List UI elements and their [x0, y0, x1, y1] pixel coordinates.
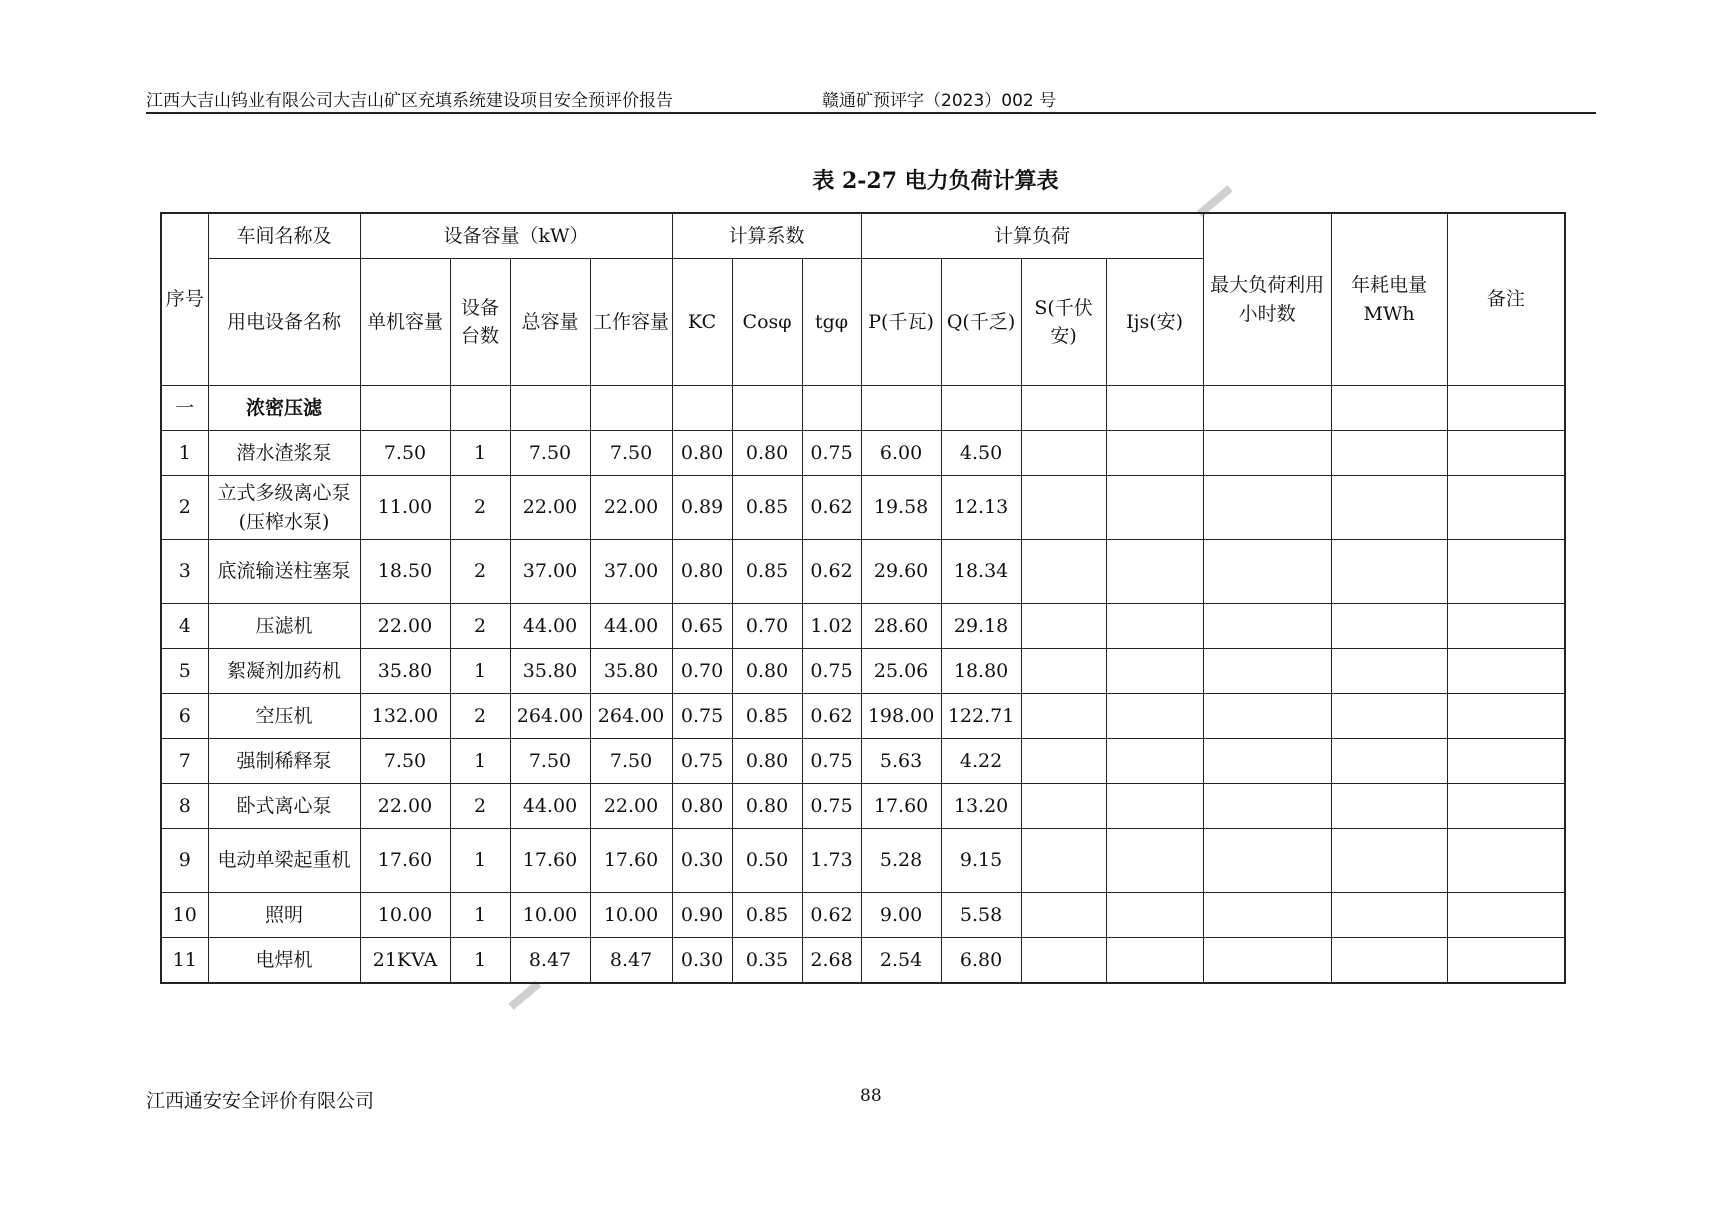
cell-count: 1	[450, 829, 510, 893]
section-name: 浓密压滤	[208, 386, 360, 431]
cell-seq: 7	[161, 739, 208, 784]
cell-empty	[1021, 476, 1106, 540]
cell-empty	[1203, 476, 1331, 540]
cell-p: 5.63	[861, 739, 941, 784]
cell-empty	[1447, 540, 1565, 604]
cell-seq: 5	[161, 649, 208, 694]
cell-empty	[1331, 694, 1447, 739]
cell-kc: 0.80	[672, 540, 732, 604]
cell-empty	[1106, 694, 1203, 739]
cell-name: 电动单梁起重机	[208, 829, 360, 893]
cell-tg: 0.62	[802, 893, 861, 938]
cell-tg: 2.68	[802, 938, 861, 984]
cell-empty	[1106, 476, 1203, 540]
header-workshop: 车间名称及	[208, 213, 360, 259]
cell-work: 17.60	[590, 829, 672, 893]
header-row-1	[161, 213, 1565, 259]
footer-company: 江西通安安全评价有限公司	[146, 1090, 375, 1112]
cell-empty	[1331, 476, 1447, 540]
cell-count: 1	[450, 893, 510, 938]
cell-kc: 0.30	[672, 829, 732, 893]
cell-seq: 10	[161, 893, 208, 938]
cell-name: 强制稀释泵	[208, 739, 360, 784]
cell-tg: 0.62	[802, 476, 861, 540]
cell-kc: 0.75	[672, 739, 732, 784]
header-annual-energy: 年耗电量MWh	[1331, 213, 1447, 386]
cell-unit: 10.00	[360, 893, 450, 938]
cell-q: 122.71	[941, 694, 1021, 739]
cell-count: 1	[450, 938, 510, 984]
cell-p: 28.60	[861, 604, 941, 649]
cell-name: 电焊机	[208, 938, 360, 984]
cell-empty	[1203, 540, 1331, 604]
cell-work: 44.00	[590, 604, 672, 649]
cell-q: 5.58	[941, 893, 1021, 938]
cell-empty	[1021, 431, 1106, 476]
header-report-number: 赣通矿预评字（2023）002 号	[822, 91, 1057, 111]
header-p: P(千瓦)	[861, 259, 941, 386]
cell-empty	[1331, 431, 1447, 476]
table-row	[161, 431, 1565, 476]
cell-empty	[1021, 540, 1106, 604]
cell-total: 37.00	[510, 540, 590, 604]
cell-empty	[1021, 893, 1106, 938]
cell-total: 8.47	[510, 938, 590, 984]
table-row	[161, 604, 1565, 649]
cell-empty	[1447, 829, 1565, 893]
cell-tg: 0.62	[802, 694, 861, 739]
cell-total: 17.60	[510, 829, 590, 893]
cell-empty	[1447, 649, 1565, 694]
cell-tg: 0.62	[802, 540, 861, 604]
cell-empty	[1106, 431, 1203, 476]
cell-cos: 0.80	[732, 649, 802, 694]
cell-count: 1	[450, 431, 510, 476]
cell-empty	[1203, 784, 1331, 829]
cell-unit: 17.60	[360, 829, 450, 893]
cell-tg: 1.73	[802, 829, 861, 893]
cell-seq: 2	[161, 476, 208, 540]
cell-unit: 35.80	[360, 649, 450, 694]
cell-work: 7.50	[590, 431, 672, 476]
cell-work: 7.50	[590, 739, 672, 784]
cell-q: 13.20	[941, 784, 1021, 829]
header-report-title: 江西大吉山钨业有限公司大吉山矿区充填系统建设项目安全预评价报告	[146, 91, 673, 111]
table-row	[161, 893, 1565, 938]
cell-empty	[1203, 694, 1331, 739]
header-seq: 序号	[161, 213, 208, 386]
table-row	[161, 938, 1565, 984]
cell-count: 1	[450, 739, 510, 784]
section-row	[161, 386, 1565, 431]
header-max-load-hours: 最大负荷利用小时数	[1203, 213, 1331, 386]
cell-kc: 0.80	[672, 431, 732, 476]
cell-p: 5.28	[861, 829, 941, 893]
cell-tg: 0.75	[802, 649, 861, 694]
header-kc: KC	[672, 259, 732, 386]
cell-seq: 9	[161, 829, 208, 893]
header-count: 设备台数	[450, 259, 510, 386]
cell-empty	[1331, 604, 1447, 649]
cell-cos: 0.80	[732, 784, 802, 829]
cell-unit: 18.50	[360, 540, 450, 604]
header-tg: tgφ	[802, 259, 861, 386]
cell-unit: 7.50	[360, 431, 450, 476]
cell-work: 10.00	[590, 893, 672, 938]
table-row	[161, 540, 1565, 604]
cell-empty	[1203, 893, 1331, 938]
header-coefficient-group: 计算系数	[672, 213, 861, 259]
cell-unit: 22.00	[360, 784, 450, 829]
cell-cos: 0.85	[732, 540, 802, 604]
cell-p: 29.60	[861, 540, 941, 604]
header-equipment-name: 用电设备名称	[208, 259, 360, 386]
cell-unit: 132.00	[360, 694, 450, 739]
cell-cos: 0.70	[732, 604, 802, 649]
header-working-capacity: 工作容量	[590, 259, 672, 386]
header-unit-capacity: 单机容量	[360, 259, 450, 386]
cell-total: 7.50	[510, 431, 590, 476]
cell-name: 压滤机	[208, 604, 360, 649]
cell-p: 25.06	[861, 649, 941, 694]
cell-empty	[1106, 604, 1203, 649]
cell-tg: 0.75	[802, 784, 861, 829]
cell-work: 22.00	[590, 784, 672, 829]
table-row	[161, 694, 1565, 739]
cell-q: 29.18	[941, 604, 1021, 649]
page-number: 88	[860, 1086, 882, 1106]
cell-cos: 0.50	[732, 829, 802, 893]
cell-empty	[1447, 938, 1565, 984]
cell-empty	[1447, 739, 1565, 784]
header-note: 备注	[1447, 213, 1565, 386]
cell-tg: 0.75	[802, 739, 861, 784]
cell-total: 35.80	[510, 649, 590, 694]
cell-empty	[1331, 784, 1447, 829]
cell-empty	[1447, 604, 1565, 649]
header-ijs: Ijs(安)	[1106, 259, 1203, 386]
cell-empty	[1021, 784, 1106, 829]
cell-work: 22.00	[590, 476, 672, 540]
cell-empty	[1021, 938, 1106, 984]
header-q: Q(千乏)	[941, 259, 1021, 386]
cell-empty	[1203, 604, 1331, 649]
cell-cos: 0.85	[732, 694, 802, 739]
table-row	[161, 784, 1565, 829]
cell-empty	[1021, 649, 1106, 694]
table-title: 表 2-27 电力负荷计算表	[812, 168, 1059, 194]
cell-cos: 0.85	[732, 893, 802, 938]
cell-count: 1	[450, 649, 510, 694]
cell-unit: 22.00	[360, 604, 450, 649]
cell-empty	[1106, 938, 1203, 984]
cell-p: 9.00	[861, 893, 941, 938]
header-s: S(千伏安)	[1021, 259, 1106, 386]
cell-q: 6.80	[941, 938, 1021, 984]
cell-kc: 0.89	[672, 476, 732, 540]
cell-work: 35.80	[590, 649, 672, 694]
cell-unit: 21KVA	[360, 938, 450, 984]
watermark-mark-bottom	[508, 981, 547, 1018]
cell-empty	[1106, 649, 1203, 694]
cell-empty	[1106, 829, 1203, 893]
cell-kc: 0.90	[672, 893, 732, 938]
cell-kc: 0.65	[672, 604, 732, 649]
cell-empty	[1106, 784, 1203, 829]
cell-empty	[1203, 431, 1331, 476]
cell-kc: 0.75	[672, 694, 732, 739]
cell-count: 2	[450, 694, 510, 739]
cell-kc: 0.30	[672, 938, 732, 984]
cell-cos: 0.35	[732, 938, 802, 984]
cell-empty	[1106, 540, 1203, 604]
header-load-group: 计算负荷	[861, 213, 1203, 259]
cell-empty	[1331, 540, 1447, 604]
cell-total: 44.00	[510, 784, 590, 829]
cell-seq: 6	[161, 694, 208, 739]
cell-cos: 0.85	[732, 476, 802, 540]
cell-empty	[1203, 938, 1331, 984]
header-cos: Cosφ	[732, 259, 802, 386]
cell-total: 7.50	[510, 739, 590, 784]
cell-name: 潜水渣浆泵	[208, 431, 360, 476]
cell-seq: 11	[161, 938, 208, 984]
cell-empty	[1447, 431, 1565, 476]
table-row	[161, 649, 1565, 694]
cell-total: 22.00	[510, 476, 590, 540]
cell-work: 37.00	[590, 540, 672, 604]
cell-empty	[1106, 739, 1203, 784]
cell-work: 264.00	[590, 694, 672, 739]
cell-count: 2	[450, 784, 510, 829]
cell-empty	[1203, 739, 1331, 784]
cell-count: 2	[450, 476, 510, 540]
cell-name: 絮凝剂加药机	[208, 649, 360, 694]
cell-empty	[1331, 739, 1447, 784]
cell-empty	[1331, 829, 1447, 893]
cell-count: 2	[450, 604, 510, 649]
cell-q: 4.22	[941, 739, 1021, 784]
cell-work: 8.47	[590, 938, 672, 984]
cell-q: 18.34	[941, 540, 1021, 604]
cell-seq: 8	[161, 784, 208, 829]
cell-empty	[1203, 829, 1331, 893]
cell-tg: 1.02	[802, 604, 861, 649]
cell-empty	[1447, 893, 1565, 938]
cell-unit: 11.00	[360, 476, 450, 540]
cell-q: 9.15	[941, 829, 1021, 893]
table-row	[161, 829, 1565, 893]
cell-q: 18.80	[941, 649, 1021, 694]
cell-name: 空压机	[208, 694, 360, 739]
header-total-capacity: 总容量	[510, 259, 590, 386]
cell-empty	[1021, 694, 1106, 739]
cell-p: 198.00	[861, 694, 941, 739]
cell-empty	[1447, 694, 1565, 739]
cell-p: 19.58	[861, 476, 941, 540]
power-load-table	[160, 212, 1566, 984]
cell-name: 卧式离心泵	[208, 784, 360, 829]
cell-p: 6.00	[861, 431, 941, 476]
page-header	[146, 86, 1595, 112]
cell-empty	[1331, 649, 1447, 694]
cell-seq: 3	[161, 540, 208, 604]
cell-count: 2	[450, 540, 510, 604]
cell-p: 2.54	[861, 938, 941, 984]
cell-empty	[1331, 893, 1447, 938]
cell-q: 4.50	[941, 431, 1021, 476]
cell-kc: 0.70	[672, 649, 732, 694]
header-capacity-group: 设备容量（kW）	[360, 213, 672, 259]
cell-seq: 4	[161, 604, 208, 649]
cell-empty	[1021, 829, 1106, 893]
table-row	[161, 476, 1565, 540]
cell-kc: 0.80	[672, 784, 732, 829]
cell-cos: 0.80	[732, 739, 802, 784]
cell-empty	[1331, 938, 1447, 984]
cell-name: 立式多级离心泵(压榨水泵)	[208, 476, 360, 540]
cell-empty	[1021, 604, 1106, 649]
cell-empty	[1203, 649, 1331, 694]
cell-unit: 7.50	[360, 739, 450, 784]
cell-empty	[1021, 739, 1106, 784]
cell-cos: 0.80	[732, 431, 802, 476]
header-rule	[146, 112, 1596, 114]
cell-empty	[1106, 893, 1203, 938]
cell-seq: 1	[161, 431, 208, 476]
cell-q: 12.13	[941, 476, 1021, 540]
cell-name: 底流输送柱塞泵	[208, 540, 360, 604]
cell-total: 44.00	[510, 604, 590, 649]
section-seq: 一	[161, 386, 208, 431]
cell-total: 10.00	[510, 893, 590, 938]
cell-name: 照明	[208, 893, 360, 938]
cell-p: 17.60	[861, 784, 941, 829]
cell-total: 264.00	[510, 694, 590, 739]
cell-empty	[1447, 784, 1565, 829]
table-row	[161, 739, 1565, 784]
cell-tg: 0.75	[802, 431, 861, 476]
cell-empty	[1447, 476, 1565, 540]
